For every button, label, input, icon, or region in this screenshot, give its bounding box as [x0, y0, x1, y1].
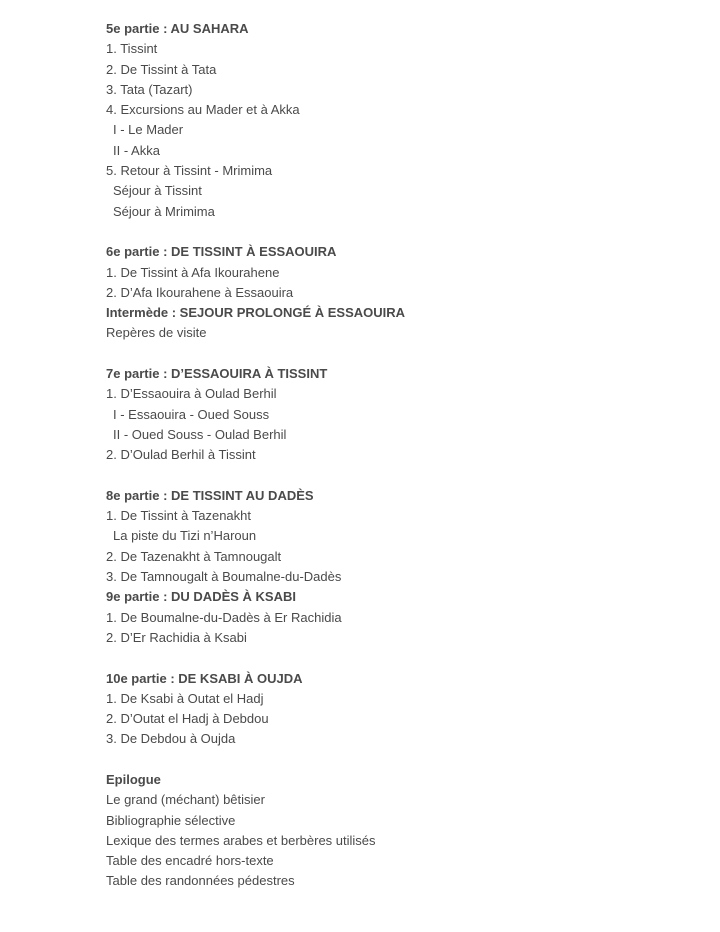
toc-entry: Le grand (méchant) bêtisier [106, 792, 265, 808]
toc-entry: 2. D’Er Rachidia à Ksabi [106, 629, 247, 645]
toc-entry: 1. De Tissint à Tazenakht [106, 508, 252, 524]
toc-entry: 1. De Ksabi à Outat el Hadj [106, 690, 264, 706]
toc-entry: 3. De Tamnougalt à Boumalne-du-Dadès [106, 569, 342, 585]
blank-line [106, 344, 706, 364]
toc-entry: 2. D’Outat el Hadj à Debdou [106, 711, 269, 727]
toc-entry: 1. D’Essaouira à Oulad Berhil [106, 386, 277, 402]
toc-entry: 2. D’Afa Ikourahene à Essaouira [106, 284, 294, 300]
toc-entry: 1. De Boumalne-du-Dadès à Er Rachidia [106, 609, 342, 625]
toc-entry: 5. Retour à Tissint - Mrimima [106, 163, 273, 179]
toc-subentry: I - Essaouira - Oued Souss [113, 406, 270, 422]
section-heading: 9e partie : DU DADÈS À KSABI [106, 589, 296, 605]
section-heading: 6e partie : DE TISSINT À ESSAOUIRA [106, 244, 337, 260]
blank-line [106, 222, 706, 242]
toc-entry: 3. Tata (Tazart) [106, 81, 193, 97]
section-heading: Epilogue [106, 771, 161, 787]
toc-entry: 1. Tissint [106, 41, 158, 57]
table-of-contents [106, 19, 706, 892]
toc-entry: 4. Excursions au Mader et à Akka [106, 102, 300, 118]
blank-line [106, 466, 706, 486]
blank-line [106, 648, 706, 668]
toc-entry: Table des encadré hors-texte [106, 853, 274, 869]
toc-entry: 1. De Tissint à Afa Ikourahene [106, 264, 280, 280]
toc-entry: Lexique des termes arabes et berbères utilisés [106, 832, 376, 848]
toc-subentry: La piste du Tizi n’Haroun [113, 528, 257, 544]
toc-subentry: Séjour à Mrimima [113, 203, 215, 219]
toc-subentry: II - Oued Souss - Oulad Berhil [113, 426, 287, 442]
toc-subentry: Séjour à Tissint [113, 183, 202, 199]
blank-line [106, 750, 706, 770]
toc-entry: 2. D’Oulad Berhil à Tissint [106, 447, 256, 463]
section-heading: Intermède : SEJOUR PROLONGÉ À ESSAOUIRA [106, 305, 406, 321]
section-heading: 8e partie : DE TISSINT AU DADÈS [106, 487, 314, 503]
toc-entry: Bibliographie sélective [106, 812, 236, 828]
toc-subentry: I - Le Mader [113, 122, 184, 138]
toc-entry: Table des randonnées pédestres [106, 873, 295, 889]
toc-subentry: II - Akka [113, 142, 160, 158]
section-heading: 10e partie : DE KSABI À OUJDA [106, 670, 303, 686]
toc-entry: 3. De Debdou à Oujda [106, 731, 236, 747]
toc-entry: Repères de visite [106, 325, 207, 341]
section-heading: 7e partie : D’ESSAOUIRA À TISSINT [106, 366, 328, 382]
toc-entry: 2. De Tissint à Tata [106, 61, 217, 77]
toc-entry: 2. De Tazenakht à Tamnougalt [106, 548, 282, 564]
section-heading: 5e partie : AU SAHARA [106, 21, 249, 36]
